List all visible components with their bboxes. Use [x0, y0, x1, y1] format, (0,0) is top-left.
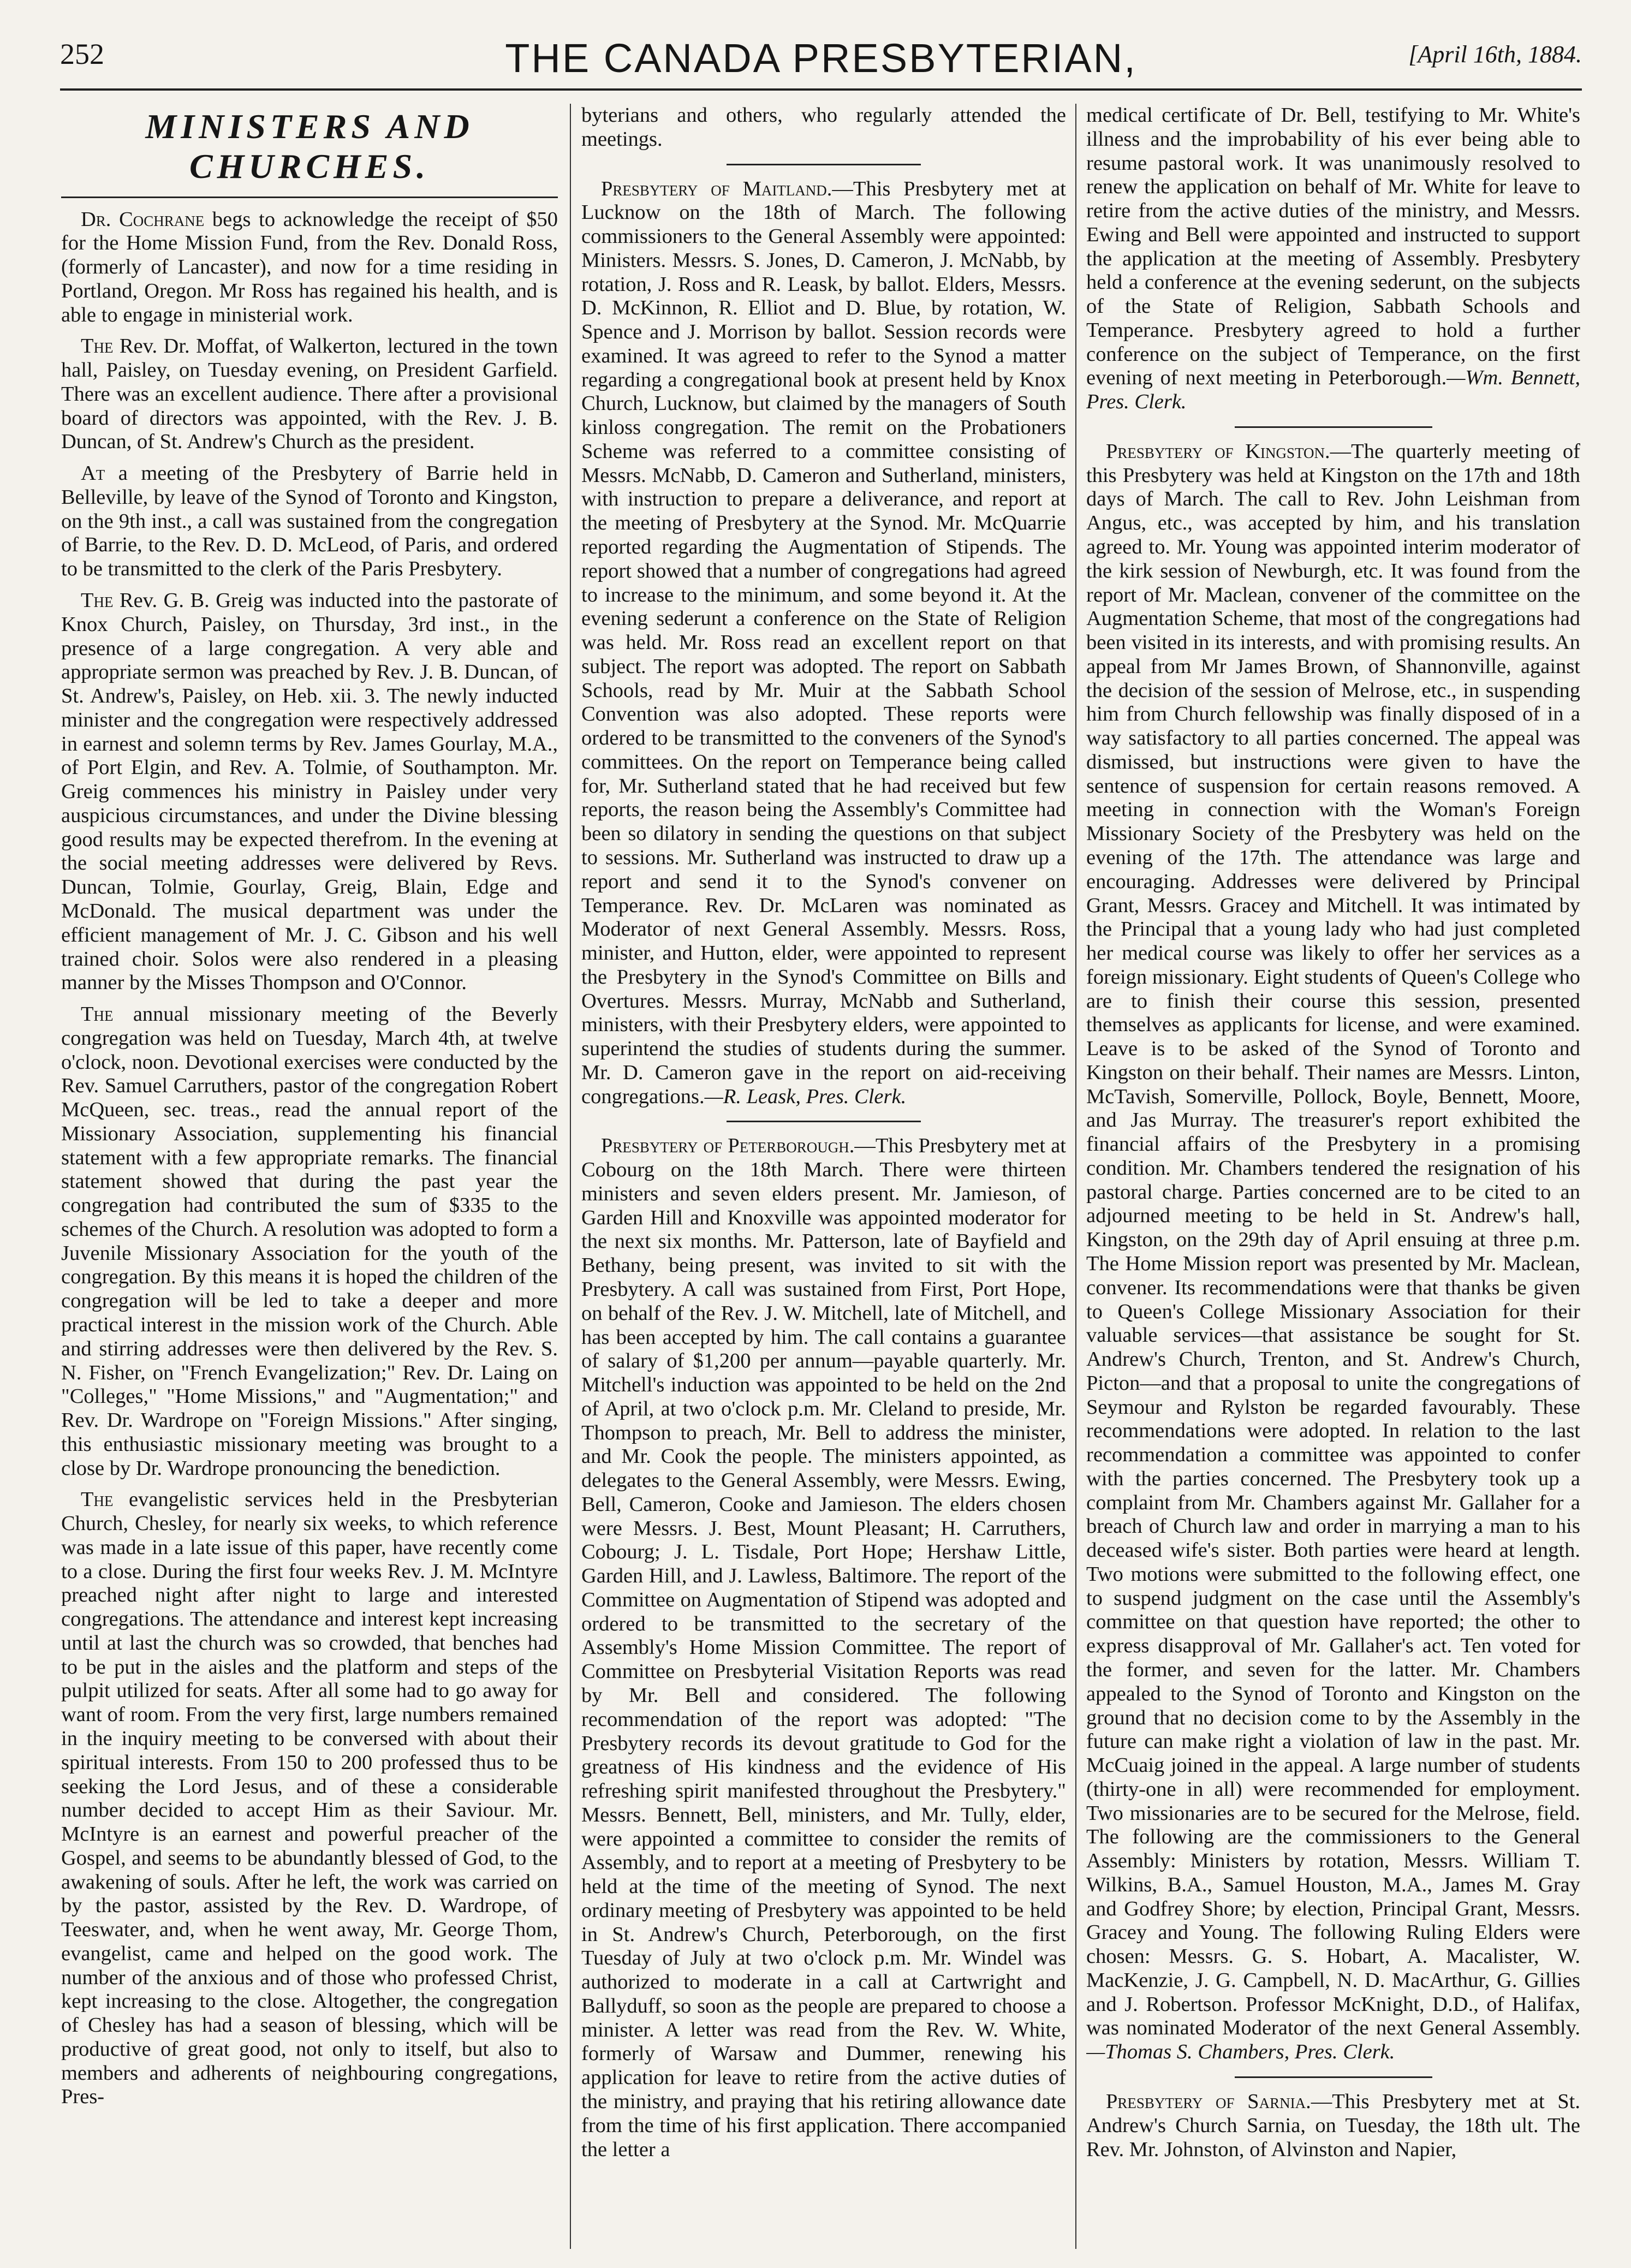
article-paragraph	[581, 104, 1066, 152]
article-paragraph	[1086, 2090, 1580, 2162]
paragraph-lead: At	[81, 462, 105, 485]
article-paragraph	[581, 1134, 1066, 2162]
clerk-signature: —R. Leask, Pres. Clerk.	[704, 1085, 907, 1108]
clerk-signature: —Wm. Bennett, Pres. Clerk.	[1086, 366, 1580, 414]
column-2	[581, 104, 1066, 2249]
paragraph-text: —This Presbytery met at Lucknow on the 18th of March. The following commissioners to the General Assembly were appointed: Ministers. Messrs. S. Jones, D. Cameron, J. McNabb, by rotation, J. Ross and R. Leask, by ballot. Elders, Messrs. D. McKinnon, R. Elliot and D. Blue, by rotation, W. Spence and J. Morrison by ballot. Session records were examined. It was agreed to refer to the Synod a matter regarding a congregational book at present held by Knox Church, Lucknow, but claimed by the managers of South kinloss congregation. The remit on the Probationers Scheme was referred to a committee consisting of Messrs. McNabb, D. Cameron and Sutherland, ministers, with instruction to prepare a deliverance, and report at the meeting of Presbytery at the Synod. Mr. McQuarrie reported regarding the Augmentation of Stipends. The report showed that a number of congregations had agreed to increase to the minimum, and some beyond it. At the evening sederunt a conference on the State of Religion was held. Mr. Ross read an excellent report on that subject. The report was adopted. The report on Sabbath Schools, read by Mr. Muir at the Sabbath School Convention was also adopted. These reports were ordered to be transmitted to the conveners of the Synod's committees. On the report on Temperance being called for, Mr. Sutherland stated that he had received but few reports, the reason being the Assembly's Committee had been so dilatory in sending the questions on that subject to sessions. Mr. Sutherland was instructed to draw up a report and send it to the Synod's convener on Temperance. Rev. Dr. McLaren was nominated as Moderator of next General Assembly. Messrs. Ross, minister, and Hutton, elder, were appointed to represent the Presbytery in the Synod's Committee on Bills and Overtures. Messrs. Murray, McNabb and Sutherland, ministers, with their Presbytery elders, were appointed to superintend the studies of students during the summer. Mr. D. Cameron gave in the report on aid-receiving congregations.	[581, 177, 1066, 1108]
section-heading: MINISTERS AND CHURCHES.	[145, 107, 474, 186]
article-paragraph	[1086, 104, 1580, 414]
paragraph-lead: Dr. Cochrane	[81, 207, 205, 231]
paragraph-lead: Presbytery of Sarnia.	[1106, 2090, 1311, 2114]
paragraph-lead: The	[81, 1488, 114, 1511]
paragraph-text: Rev. Dr. Moffat, of Walkerton, lectured in the town hall, Paisley, on Tuesday evening, on President Garfield. There was an excellent audience. There after a provisional board of directors was appointed, with the Rev. J. B. Duncan, of St. Andrew's Church as the president.	[61, 335, 558, 454]
page-header	[60, 28, 1582, 91]
newspaper-title: THE CANADA PRESBYTERIAN,	[505, 35, 1137, 81]
article-paragraph	[61, 462, 558, 581]
paragraph-text: medical certificate of Dr. Bell, testifying to Mr. White's illness and the improbability of his ever being able to resume pastoral work. It was unanimously resolved to renew the application on behalf of Mr. White for leave to retire from the active duties of the ministry, and Messrs. Ewing and Bell were appointed and instructed to support the application at the meeting of Assembly. Presbytery held a conference at the evening sederunt, on the subjects of the State of Religion, Sabbath Schools and Temperance. Presbytery agreed to hold a further conference on the subject of Temperance, on the first evening of next meeting in Peterborough.	[1086, 104, 1580, 390]
column-1	[61, 104, 558, 2249]
clerk-signature: —Thomas S. Chambers, Pres. Clerk.	[1086, 2040, 1395, 2064]
column-3	[1086, 104, 1580, 2249]
article-divider	[727, 164, 920, 165]
article-paragraph	[61, 589, 558, 995]
article-paragraph	[1086, 440, 1580, 2064]
article-paragraph	[61, 1488, 558, 2109]
column-divider	[570, 104, 571, 2249]
paragraph-text: byterians and others, who regularly attended the meetings.	[581, 104, 1066, 151]
article-paragraph	[61, 335, 558, 454]
paragraph-text: Rev. G. B. Greig was inducted into the pastorate of Knox Church, Paisley, on Thursday, 3rd inst., in the presence of a large congregation. A very able and appropriate sermon was preached by Rev. J. B. Duncan, of St. Andrew's, Paisley, on Heb. xii. 3. The newly inducted minister and the congregation were respectively addressed in earnest and solemn terms by Rev. James Gourlay, M.A., of Port Elgin, and Rev. A. Tolmie, of Southampton. Mr. Greig commences his ministry in Paisley under very auspicious circumstances, and under the Divine blessing good results may be expected therefrom. In the evening at the social meeting addresses were delivered by Revs. Duncan, Tolmie, Gourlay, Greig, Blain, Edge and McDonald. The musical department was under the efficient management of Mr. J. C. Gibson and his well trained choir. Solos were also rendered in a pleasing manner by the Misses Thompson and O'Connor.	[61, 589, 558, 995]
paragraph-lead: Presbytery of Maitland.	[601, 177, 832, 200]
paragraph-lead: Presbytery of Peterborough.	[601, 1134, 855, 1158]
paragraph-lead: The	[81, 589, 114, 612]
paragraph-lead: The	[81, 335, 114, 358]
paragraph-text: —This Presbytery met at St. Andrew's Church Sarnia, on Tuesday, the 18th ult. The Rev. Mr. Johnston, of Alvinston and Napier,	[1086, 2090, 1580, 2161]
paragraph-text: —The quarterly meeting of this Presbytery was held at Kingston on the 17th and 18th days of March. The call to Rev. John Leishman from Angus, etc., was accepted by him, and his translation agreed to. Mr. Young was appointed interim moderator of the kirk session of Newburgh, etc. It was found from the report of Mr. Maclean, convener of the committee on the Augmentation Scheme, that most of the congregations had been visited in its interests, and with promising results. An appeal from Mr James Brown, of Shannonville, against the decision of the session of Melrose, etc., in suspending him from Church fellowship was finally disposed of in a way satisfactory to all parties concerned. The appeal was dismissed, but instructions were given to have the sentence of suspension for certain reasons removed. A meeting in connection with the Woman's Foreign Missionary Society of the Presbytery was held on the evening of the 17th. The attendance was large and encouraging. Addresses were delivered by Principal Grant, Messrs. Gracey and Mitchell. It was intimated by the Principal that a young lady who had just completed her medical course was likely to offer her services as a foreign missionary. Eight students of Queen's College who are to finish their course this session, presented themselves as applicants for license, and were examined. Leave is to be asked of the Synod of Toronto and Kingston on their behalf. Their names are Messrs. Linton, McTavish, Somerville, Pollock, Boyle, Bennett, Moore, and Jas Murray. The treasurer's report exhibited the financial affairs of the Presbytery in a promising condition. Mr. Chambers tendered the resignation of his pastoral charge. Parties concerned are to be cited to an adjourned meeting to be held in St. Andrew's hall, Kingston, on the 29th day of April ensuing at three p.m. The Home Mission report was presented by Mr. Maclean, convener. Its recommendations were that thanks be given to Queen's College Missionary Association for their valuable services—that assistance be sought for St. Andrew's Church, Trenton, and St. Andrew's Church, Picton—and that a proposal to unite the congregations of Seymour and Rylston be regarded favourably. These recommendations were adopted. In relation to the last recommendation a committee was appointed to confer with the parties concerned. The Presbytery took up a complaint from Mr. Chambers against Mr. Gallaher for a breach of Church law and order in marrying a man to his deceased wife's sister. Both parties were heard at length. Two motions were submitted to the following effect, one to suspend judgment on the case until the Assembly's committee on that question have reported; the other to express disapproval of Mr. Gallaher's act. Ten voted for the former, and seven for the latter. Mr. Chambers appealed to the Synod of Toronto and Kingston on the ground that no decision come to by the Assembly in the future can make right a violation of law in the past. Mr. McCuaig joined in the appeal. A large number of students (thirty-one in all) were recommended for employment. Two missionaries are to be secured for the Melrose, field. The following are the commissioners to the General Assembly: Ministers by rotation, Messrs. William T. Wilkins, B.A., Samuel Houston, M.A., James M. Gray and Godfrey Shore; by election, Principal Grant, Messrs. Gracey and Young. The following Ruling Elders were chosen: Messrs. G. S. Hobart, A. Macalister, W. MacKenzie, J. G. Campbell, N. D. MacArthur, G. Gillies and J. Robertson. Professor McKnight, D.D., of Halifax, was nominated Moderator of the next General Assembly.	[1086, 439, 1580, 2040]
issue-date: [April 16th, 1884.	[1408, 41, 1582, 68]
article-divider	[727, 1121, 920, 1122]
paragraph-text: evangelistic services held in the Presbyterian Church, Chesley, for nearly six weeks, to which reference was made in a late issue of this paper, have recently come to a close. During the first four weeks Rev. J. M. McIntyre preached night after night to large and interested congregations. The attendance and interest kept increasing until at last the church was so crowded, that benches had to be put in the aisles and the platform and steps of the pulpit utilized for seats. After all some had to go away for want of room. From the very first, large numbers remained in the inquiry meeting to be conversed with about their spiritual interests. From 150 to 200 professed thus to be seeking the Lord Jesus, and of these a considerable number decided to accept Him as their Saviour. Mr. McIntyre is an earnest and powerful preacher of the Gospel, and seems to be abundantly blessed of God, to the awakening of souls. After he left, the work was carried on by the pastor, assisted by the Rev. D. Wardrope, of Teeswater, and, when he went away, Mr. George Thom, evangelist, came and helped on the good work. The number of the anxious and of those who professed Christ, kept increasing to the close. Altogether, the congregation of Chesley has had a season of blessing, which will be productive of great good, not only to itself, but also to members and adherents of neighbouring congregations, Pres-	[61, 1488, 558, 2109]
article-paragraph	[581, 177, 1066, 1109]
page-number: 252	[60, 38, 104, 70]
article-paragraph	[61, 208, 558, 328]
article-divider	[1235, 426, 1432, 428]
paragraph-lead: The	[81, 1003, 114, 1026]
heading-divider	[61, 197, 558, 198]
paragraph-text: annual missionary meeting of the Beverly congregation was held on Tuesday, March 4th, at twelve o'clock, noon. Devotional exercises were conducted by the Rev. Samuel Carruthers, pastor of the congregation Robert McQueen, sec. treas., read the annual report of the Missionary Association, supplementing his financial statement with a few appropriate remarks. The financial statement showed that during the past year the congregation had contributed the sum of $335 to the schemes of the Church. A resolution was adopted to form a Juvenile Missionary Association for the youth of the congregation. By this means it is hoped the children of the congregation will be led to take a deeper and more practical interest in the mission work of the Church. Able and stirring addresses were then delivered by the Rev. S. N. Fisher, on "French Evangelization;" Rev. Dr. Laing on "Colleges," "Home Missions," and "Augmentation;" and Rev. Dr. Wardrope on "Foreign Missions." After singing, this enthusiastic missionary meeting was brought to a close by Dr. Wardrope pronouncing the benediction.	[61, 1003, 558, 1480]
article-divider	[1235, 2076, 1432, 2078]
column-divider	[1075, 104, 1076, 2249]
paragraph-text: begs to acknowledge the receipt of $50 for the Home Mission Fund, from the Rev. Donald Ross, (formerly of Lancaster), and now for a time residing in Portland, Oregon. Mr Ross has regained his health, and is able to engage in ministerial work.	[61, 207, 558, 326]
paragraph-lead: Presbytery of Kingston.	[1106, 439, 1330, 463]
paragraph-text: a meeting of the Presbytery of Barrie held in Belleville, by leave of the Synod of Toronto and Kingston, on the 9th inst., a call was sustained from the congregation of Barrie, to the Rev. D. D. McLeod, of Paris, and ordered to be transmitted to the clerk of the Paris Presbytery.	[61, 462, 558, 581]
paragraph-text: —This Presbytery met at Cobourg on the 18th March. There were thirteen ministers and seven elders present. Mr. Jamieson, of Garden Hill and Knoxville was appointed moderator for the next six months. Mr. Patterson, late of Bayfield and Bethany, being present, was invited to sit with the Presbytery. A call was sustained from First, Port Hope, on behalf of the Rev. J. W. Mitchell, late of Mitchell, and has been accepted by him. The call contains a guarantee of salary of $1,200 per annum—payable quarterly. Mr. Mitchell's induction was appointed to be held on the 2nd of April, at two o'clock p.m. Mr. Cleland to preside, Mr. Thompson to preach, Mr. Bell to address the minister, and Mr. Cook the people. The ministers appointed, as delegates to the General Assembly, were Messrs. Ewing, Bell, Cameron, Cooke and Jamieson. The elders chosen were Messrs. J. Best, Mount Pleasant; H. Carruthers, Cobourg; J. L. Tisdale, Port Hope; Hershaw Little, Garden Hill, and J. Lawless, Baltimore. The report of the Committee on Augmentation of Stipend was adopted and ordered to be transmitted to the secretary of the Assembly's Home Mission Committee. The report of Committee on Presbyterial Visitation Reports was read by Mr. Bell and considered. The following recommendation of the report was adopted: "The Presbytery records its devout gratitude to God for the greatness of His kindness and the evidence of His refreshing spirit manifested throughout the Presbytery." Messrs. Bennett, Bell, ministers, and Mr. Tully, elder, were appointed a committee to consider the remits of Assembly, and to report at a meeting of Presbytery to be held at the time of the meeting of Synod. The next ordinary meeting of Presbytery was appointed to be held in St. Andrew's Church, Peterborough, on the first Tuesday of July at two o'clock p.m. Mr. Windel was authorized to moderate in a call at Cartwright and Ballyduff, so soon as the people are prepared to choose a minister. A letter was read from the Rev. W. White, formerly of Warsaw and Dummer, renewing his application for leave to retire from the active duties of the ministry, and praying that his retiring allowance date from the time of his first application. There accompanied the letter a	[581, 1134, 1066, 2161]
article-paragraph	[61, 1003, 558, 1480]
